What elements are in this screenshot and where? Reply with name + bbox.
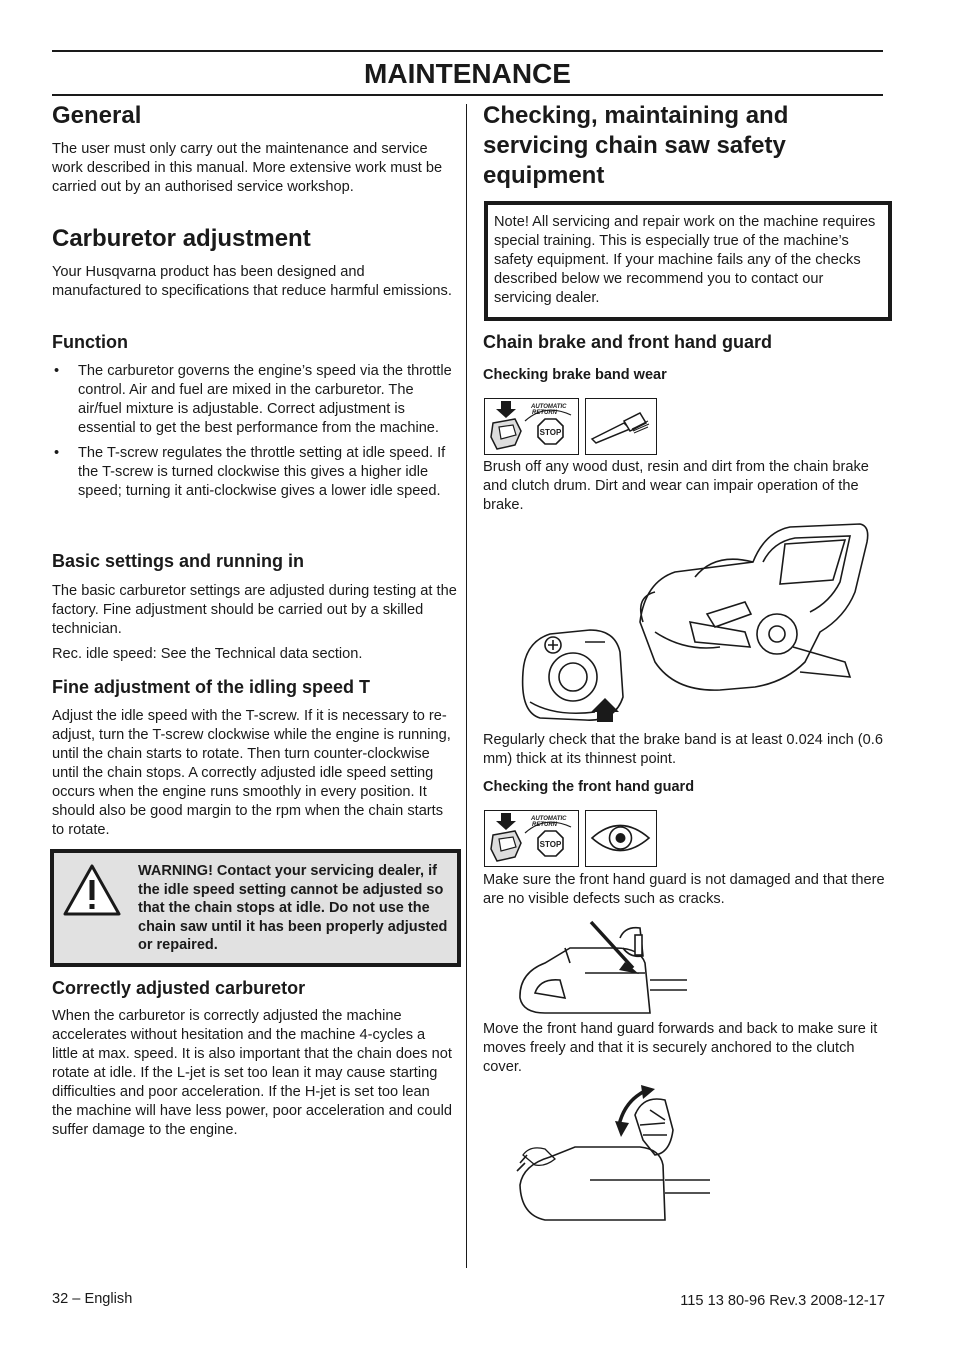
front-guard-heading: Checking the front hand guard [483, 779, 695, 795]
warning-text: WARNING! Contact your servicing dealer, if the idle speed setting cannot be adjusted so that the chain stops at idle. Do not use the chain saw until it has been properly adjusted or repaired. [138, 863, 448, 953]
basic-settings-heading: Basic settings and running in [52, 551, 305, 571]
brush-icon [585, 398, 657, 455]
brake-band-text: Brush off any wood dust, resin and dirt from the chain brake and clutch drum. Dirt and wear can impair operation of the brake. [483, 459, 869, 513]
page-number: 32 – English [52, 1291, 133, 1307]
front-guard-movement-illustration [515, 1085, 715, 1225]
automatic-return-stop-icon [484, 398, 579, 455]
carburetor-text: Your Husqvarna product has been designed and manufactured to specifications that reduce harmful emissions. [52, 264, 452, 299]
list-item: • The T-screw regulates the throttle setting at idle speed. If the T-screw is turned clockwise this gives a higher idle speed; turning it anti-clockwise gives a lower idle speed. [52, 444, 452, 501]
general-text: The user must only carry out the maintenance and service work described in this manual. More extensive work must be carried out by an authorised service workshop. [52, 141, 443, 195]
safety-equipment-heading: Checking, maintaining and servicing chain saw safety equipment [483, 102, 789, 189]
automatic-return-stop-icon [484, 810, 579, 867]
icon-automatic-label: AUTOMATIC [531, 816, 567, 822]
column-divider [466, 104, 467, 1268]
chain-brake-heading: Chain brake and front hand guard [483, 332, 773, 352]
document-revision: 115 13 80-96 Rev.3 2008-12-17 [680, 1293, 885, 1309]
list-item: • The carburetor governs the engine’s speed via the throttle control. Air and fuel are mixed in the carburetor. The air/fuel mixture is adjustable. Correct adjustment is essential to get the best performance from the machine. [52, 362, 452, 438]
icon-stop-label: STOP [539, 840, 562, 849]
brake-band-heading: Checking brake band wear [483, 367, 667, 383]
general-heading: General [52, 102, 142, 129]
front-guard-text: Make sure the front hand guard is not damaged and that there are no visible defects such as cracks. [483, 872, 885, 907]
front-guard-inspection-illustration [515, 918, 690, 1018]
carburetor-heading: Carburetor adjustment [52, 225, 311, 252]
warning-box [50, 849, 461, 967]
note-text: Note! All servicing and repair work on the machine requires special training. This is especially true of the machine’s safety equipment. If your machine fails any of the checks described below we recommend you to contact our servicing dealer. [494, 214, 876, 306]
icon-return-label: RETURN [532, 822, 557, 828]
note-box [484, 201, 892, 321]
function-list [52, 362, 452, 501]
brake-band-check-text: Regularly check that the brake band is at least 0.024 inch (0.6 mm) thick at its thinnest point. [483, 732, 883, 767]
warning-triangle-icon [62, 863, 122, 917]
icon-stop-label: STOP [539, 428, 562, 437]
function-heading: Function [52, 332, 128, 352]
correct-carburetor-text: When the carburetor is correctly adjusted the machine accelerates without hesitation and the machine 4-cycles a little at max. speed. It is also important that the chain does not rotate at idle. If the L-jet is set too lean it may cause starting difficulties and poor acceleration. If the H-jet is set too lean the machine will have less power, poor acceleration and could suffer damage to the engine. [52, 1008, 452, 1138]
correct-carburetor-heading: Correctly adjusted carburetor [52, 978, 306, 998]
icon-automatic-label: AUTOMATIC [531, 404, 567, 410]
eye-inspect-icon [585, 810, 657, 867]
fine-adjustment-heading: Fine adjustment of the idling speed T [52, 677, 371, 697]
idle-speed-reference: Rec. idle speed: See the Technical data section. [52, 646, 363, 662]
header-top-rule [52, 50, 883, 52]
basic-settings-text: The basic carburetor settings are adjusted during testing at the factory. Fine adjustment should be carried out by a skilled technician. [52, 583, 457, 637]
fine-adjustment-text: Adjust the idle speed with the T-screw. If it is necessary to re-adjust, turn the T-screw clockwise while the engine is running, until the chain starts to rotate. Then turn counter-clockwise until the chain stops. A correctly adjusted idle speed setting occurs when the engine runs smoothly in every position. It should also be good margin to the rpm when the chain starts to rotate. [52, 708, 451, 838]
header-bottom-rule [52, 94, 883, 96]
move-guard-text: Move the front hand guard forwards and back to make sure it moves freely and that it is securely anchored to the clutch cover. [483, 1021, 878, 1075]
clutch-cover-removal-illustration [515, 522, 875, 727]
icon-return-label: RETURN [532, 410, 557, 416]
section-title: MAINTENANCE [364, 58, 571, 89]
